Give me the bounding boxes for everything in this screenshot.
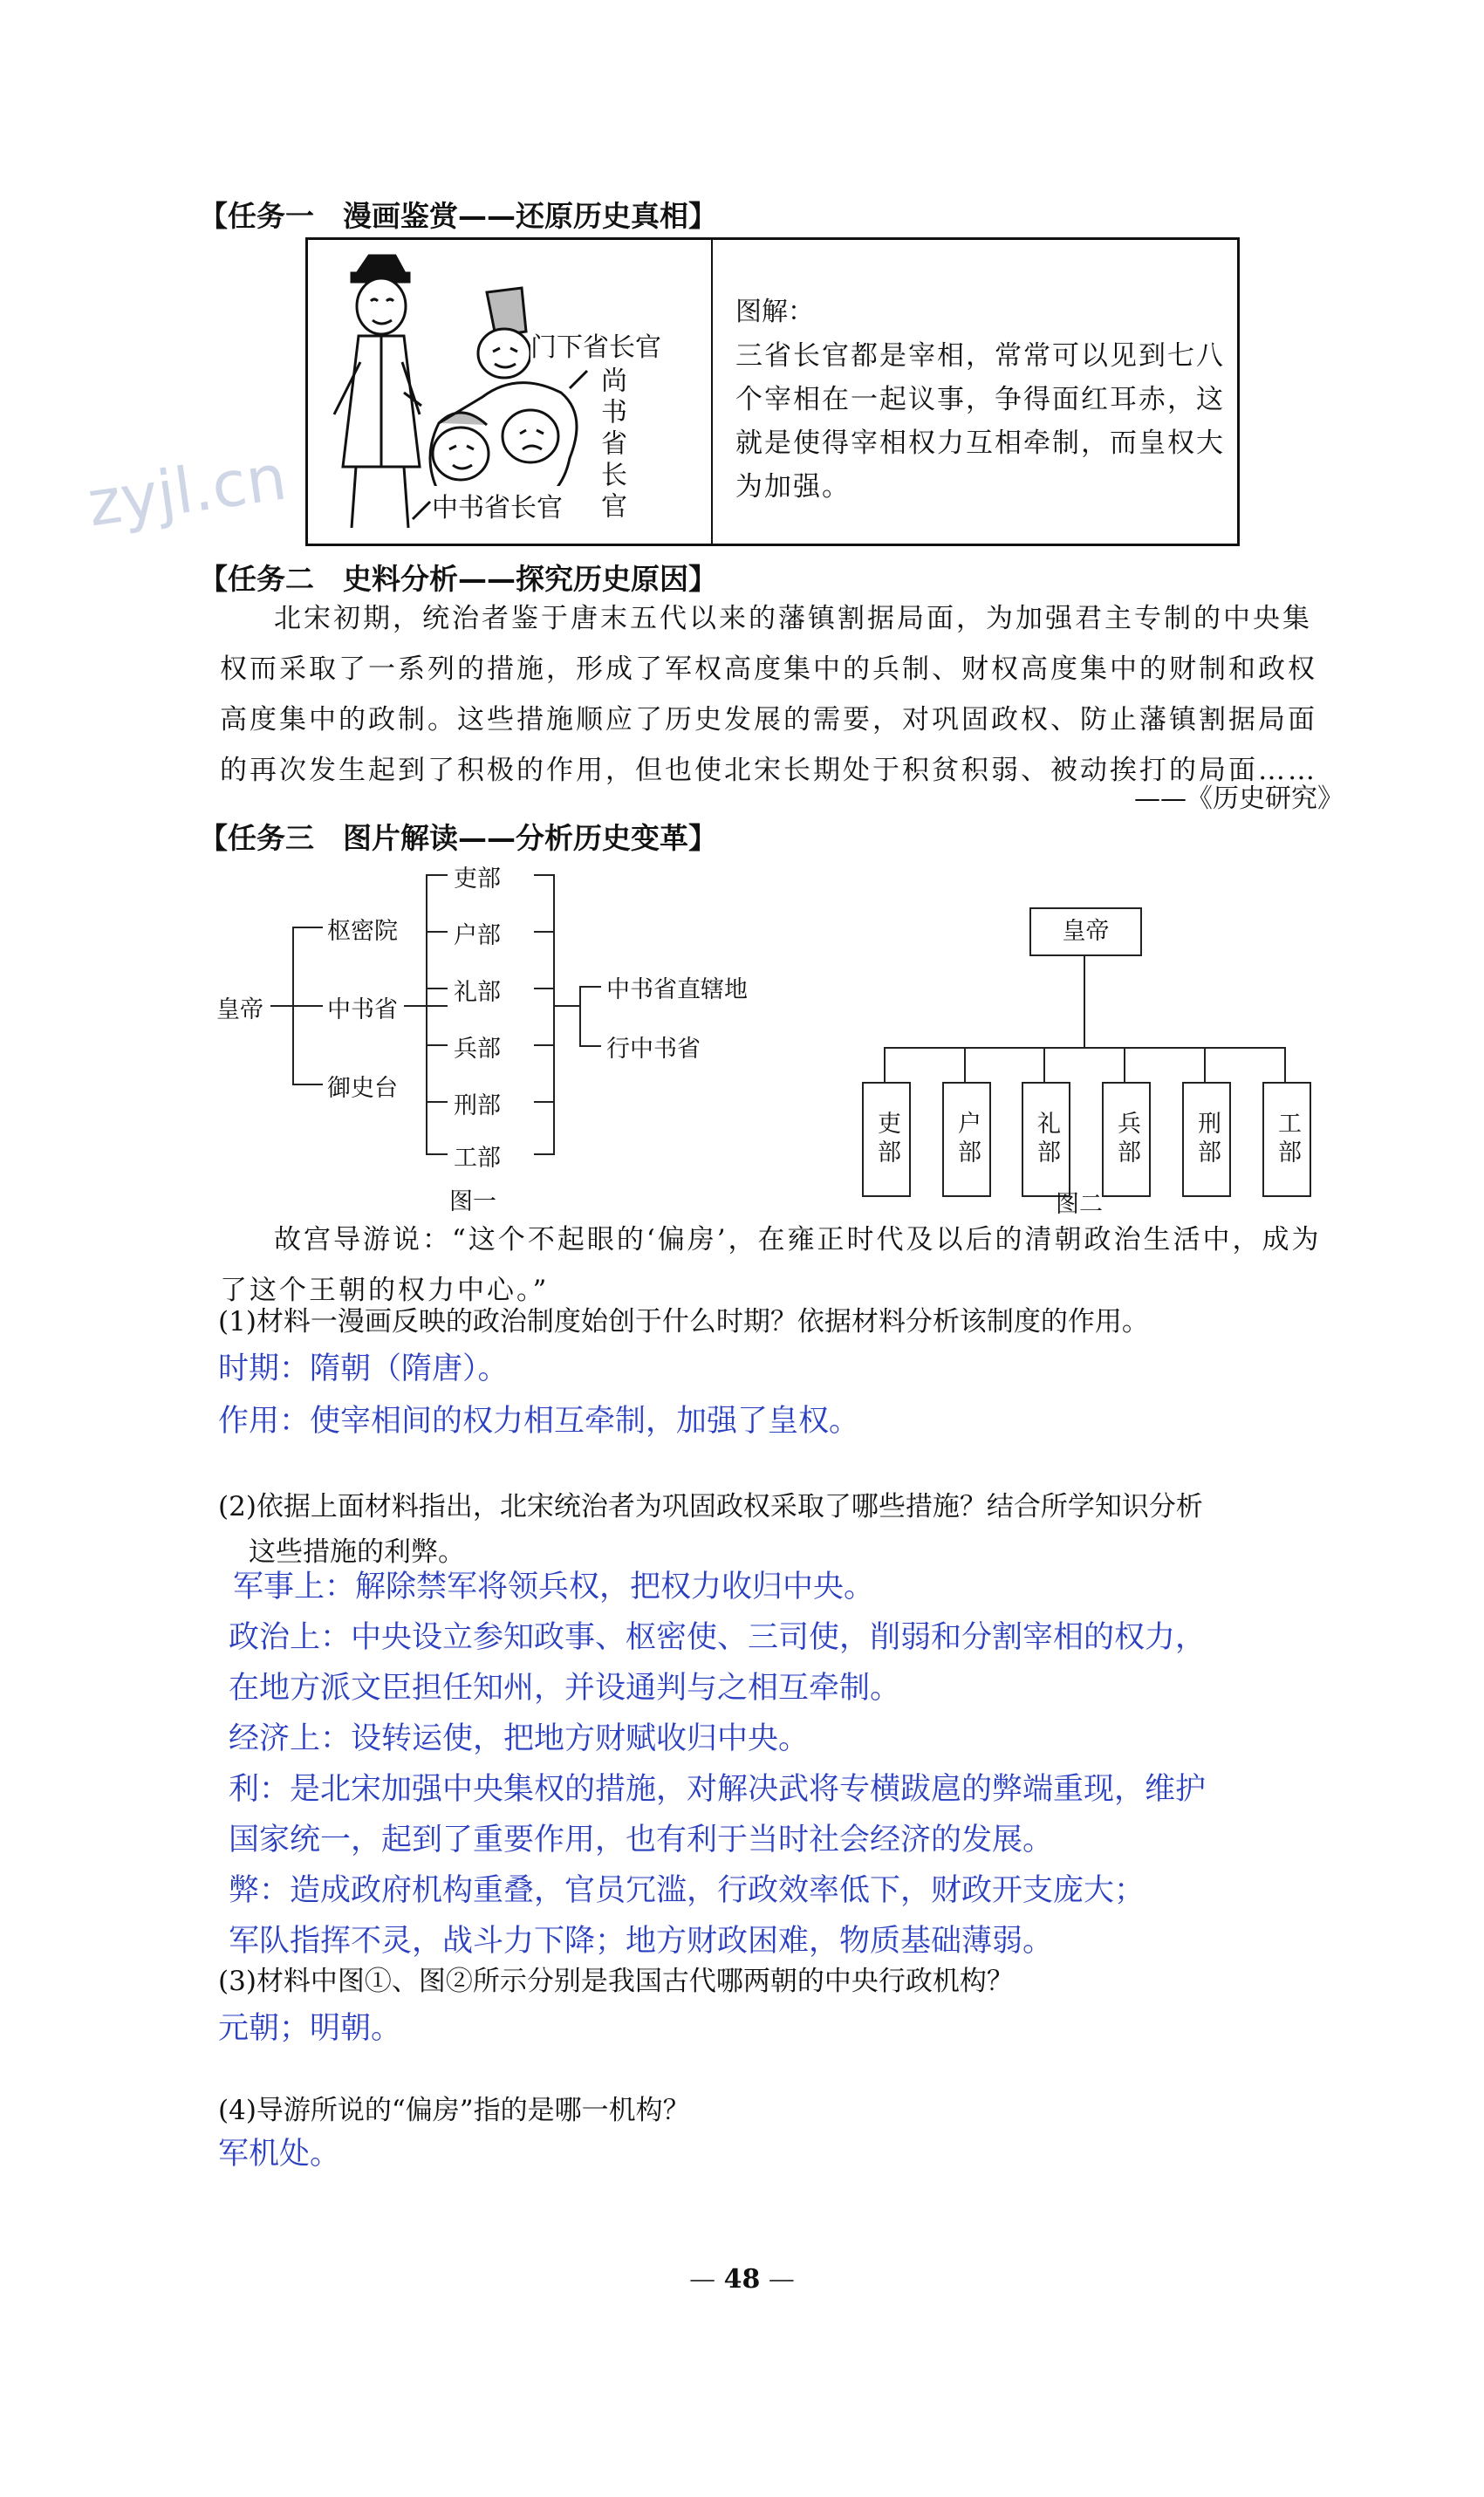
fig1-ministry: 刑部	[454, 1092, 501, 1119]
label-shangshu-official: 尚书省长官	[592, 366, 630, 523]
guide-line: 了这个王朝的权力中心。”	[220, 1275, 550, 1306]
explanation-line: 为加强。	[735, 471, 851, 503]
fig1-ministry: 兵部	[454, 1036, 501, 1063]
cartoon-explanation	[735, 291, 1224, 509]
answer-1-line: 时期：隋朝（隋唐）。	[218, 1351, 509, 1386]
answer-2-line: 政治上：中央设立参知政事、枢密使、三司使，削弱和分割宰相的权力，	[229, 1620, 1207, 1655]
answer-2	[229, 1562, 1206, 1967]
fig1-ministry: 礼部	[454, 979, 501, 1006]
passage-line: 权而采取了一系列的措施，形成了军权高度集中的兵制、财权高度集中的财制和政权	[220, 653, 1317, 685]
fig1-level1-item: 枢密院	[327, 918, 398, 945]
passage-line: 的再次发生起到了积极的作用，但也使北宋长期处于积贫积弱、被动挨打的局面……	[220, 755, 1317, 786]
fig2-ministry: 户部	[942, 1082, 991, 1197]
task2-title: 【任务二 史料分析——探究历史原因】	[199, 562, 717, 596]
figure2	[855, 907, 1326, 1221]
fig2-ministry: 兵部	[1102, 1082, 1151, 1197]
officials-figures	[404, 288, 587, 519]
label-zhongshu-official: 中书省长官	[432, 486, 563, 524]
fig1-branch: 行中书省	[606, 1036, 701, 1063]
fig2-ministry: 礼部	[1022, 1082, 1070, 1197]
fig1-ministry: 户部	[454, 922, 501, 949]
answer-2-line: 利：是北宋加强中央集权的措施，对解决武将专横跋扈的弊端重现，维护	[229, 1772, 1207, 1807]
fig1-ministry: 工部	[454, 1145, 501, 1172]
fig1-level1-item: 中书省	[327, 996, 398, 1023]
task2-passage	[220, 593, 1337, 796]
emperor-figure	[334, 256, 420, 528]
explanation-line: 三省长官都是宰相，常常可以见到七八	[735, 340, 1225, 372]
question-1: (1)材料一漫画反映的政治制度始创于什么时期？依据材料分析该制度的作用。	[218, 1306, 1149, 1337]
answer-3-line: 元朝；明朝。	[218, 2011, 402, 2046]
fig1-level1-item: 御史台	[327, 1075, 398, 1102]
question-2: (2)依据上面材料指出，北宋统治者为巩固政权采取了哪些措施？结合所学知识分析	[218, 1491, 1203, 1522]
page-number-value: 48	[723, 2264, 761, 2295]
fig1-root: 皇帝	[216, 996, 263, 1023]
page-number: — 48 —	[689, 2264, 795, 2295]
passage-source: ——《历史研究》	[1134, 783, 1344, 814]
fig2-ministry: 吏部	[862, 1082, 911, 1197]
label-menxia-official: 门下省长官	[530, 325, 661, 364]
answer-2-line: 军队指挥不灵，战斗力下降；地方财政困难，物质基础薄弱。	[229, 1924, 1054, 1959]
answer-4-line: 军机处。	[218, 2137, 341, 2172]
fig2-ministry: 工部	[1262, 1082, 1311, 1197]
passage-line: 高度集中的政制。这些措施顺应了历史发展的需要，对巩固政权、防止藩镇割据局面	[220, 704, 1317, 735]
fig1-ministry: 吏部	[454, 865, 501, 893]
answer-1-line: 作用：使宰相间的权力相互牵制，加强了皇权。	[218, 1404, 860, 1439]
explanation-title: 图解：	[735, 297, 814, 327]
fig1-caption: 图一	[449, 1188, 496, 1215]
question-4: (4)导游所说的“偏房”指的是哪一机构？	[218, 2095, 690, 2126]
answer-2-line: 在地方派文臣担任知州，并设通判与之相互牵制。	[229, 1671, 901, 1706]
answer-2-line: 经济上：设转运使，把地方财赋收归中央。	[229, 1721, 810, 1756]
cartoon-panel	[305, 237, 1240, 546]
fig1-branch: 中书省直辖地	[606, 976, 748, 1003]
answer-2-line: 国家统一，起到了重要作用，也有利于当时社会经济的发展。	[229, 1823, 1054, 1857]
fig2-caption: 图二	[1056, 1191, 1103, 1218]
explanation-line: 就是使得宰相权力互相牵制，而皇权大	[735, 428, 1225, 459]
answer-2-line: 弊：造成政府机构重叠，官员冗滥，行政效率低下，财政开支庞大；	[229, 1873, 1145, 1908]
passage-line: 北宋初期，统治者鉴于唐末五代以来的藩镇割据局面，为加强君主专制的中央集	[274, 603, 1312, 634]
fig2-root: 皇帝	[1029, 907, 1142, 956]
cartoon-divider	[711, 240, 713, 544]
question-2-cont: 这些措施的利弊。	[249, 1536, 465, 1568]
answer-2-line: 军事上：解除禁军将领兵权，把权力收归中央。	[233, 1570, 875, 1604]
task3-title: 【任务三 图片解读——分析历史变革】	[199, 821, 717, 855]
task1-title: 【任务一 漫画鉴赏——还原历史真相】	[199, 199, 717, 233]
guide-line: 故宫导游说：“这个不起眼的‘偏房’，在雍正时代及以后的清朝政治生活中，成为	[274, 1224, 1322, 1255]
explanation-line: 个宰相在一起议事，争得面红耳赤，这	[735, 384, 1225, 415]
question-3: (3)材料中图①、图②所示分别是我国古代哪两朝的中央行政机构？	[218, 1966, 1014, 1997]
watermark: zyjl.cn	[83, 440, 291, 541]
fig2-ministry: 刑部	[1182, 1082, 1231, 1197]
figure1	[209, 855, 820, 1221]
